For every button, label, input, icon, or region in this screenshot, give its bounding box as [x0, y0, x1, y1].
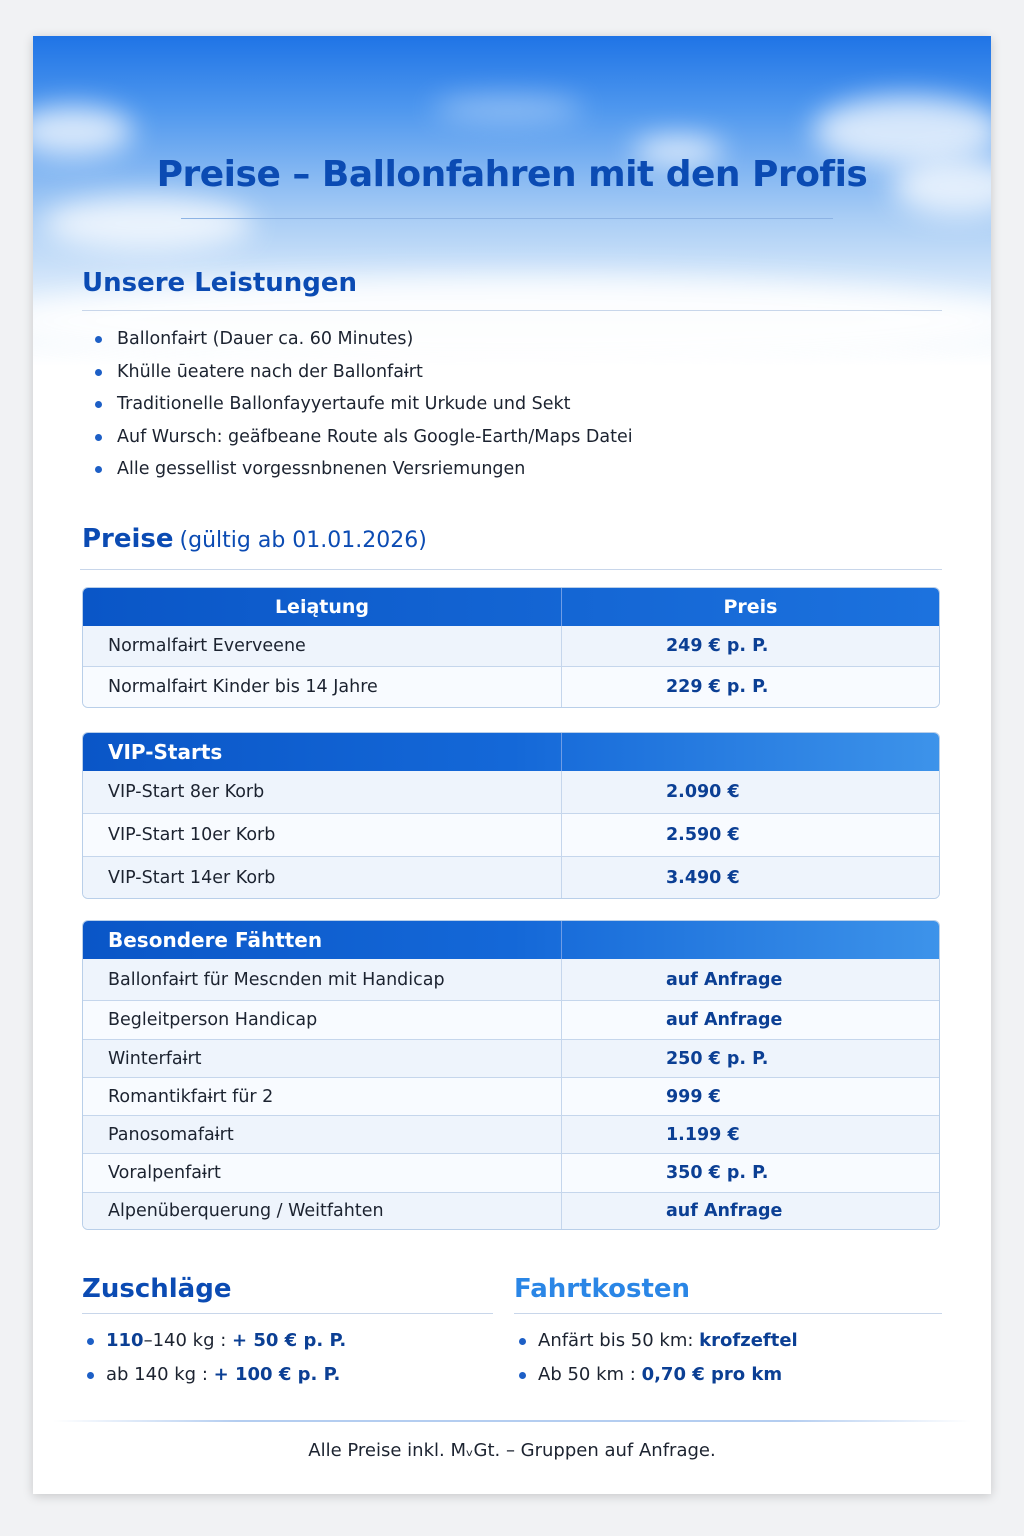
table-row — [83, 959, 939, 1000]
row-price: auf Anfrage — [562, 959, 939, 1000]
surcharges-list — [82, 1324, 346, 1392]
row-label: VIP-Start 10er Korb — [83, 814, 562, 856]
table-row — [83, 813, 939, 856]
row-price: 999 € — [562, 1078, 939, 1115]
table-row — [83, 1192, 939, 1229]
table-row — [83, 1153, 939, 1192]
table-row — [83, 856, 939, 898]
prices-heading — [82, 524, 427, 554]
table-row — [83, 1077, 939, 1115]
surcharges-divider — [82, 1313, 493, 1314]
group-header — [83, 921, 939, 959]
row-price: auf Anfrage — [562, 1193, 939, 1229]
table-row — [83, 626, 939, 666]
prices-divider — [80, 569, 942, 570]
group-title: VIP-Starts — [83, 733, 562, 771]
list-item: Auf Wursch: geäfbeane Route als Google-Earth/Maps Datei — [89, 421, 633, 454]
vip-price-table — [82, 732, 940, 899]
row-price: 3.490 € — [562, 857, 939, 898]
surcharge-value: + 50 € p. P. — [232, 1330, 347, 1351]
travel-costs-list — [514, 1324, 798, 1392]
travel-costs-divider — [514, 1313, 942, 1314]
footer-note: Alle Preise inkl. MᵥGt. – Gruppen auf Anfrage. — [308, 1440, 716, 1461]
travel-cost-value: 0,70 € pro km — [641, 1364, 783, 1385]
prices-heading-label: Preise — [82, 524, 174, 554]
row-label: Voralpenfaɨrt — [83, 1154, 562, 1192]
row-label: VIP-Start 8er Korb — [83, 771, 562, 813]
table-row — [83, 771, 939, 813]
row-label: VIP-Start 14er Korb — [83, 857, 562, 898]
column-header-service: Leiątung — [83, 588, 562, 626]
travel-cost-label: Anfärt bis 50 km: — [538, 1330, 700, 1351]
row-price: 249 € p. P. — [562, 626, 939, 666]
list-item — [82, 1358, 346, 1392]
row-price: 2.090 € — [562, 771, 939, 813]
surcharge-label: ab 140 kg : — [106, 1364, 214, 1385]
group-title: Besondere Fähtten — [83, 921, 562, 959]
price-sheet — [33, 36, 991, 1494]
services-list — [89, 323, 633, 486]
row-price: 2.590 € — [562, 814, 939, 856]
list-item — [82, 1324, 346, 1358]
list-item: Alle gessellist vorgessnbnenen Versriemungen — [89, 453, 633, 486]
prices-validity: (gültig ab 01.01.2026) — [179, 528, 427, 553]
list-item — [514, 1358, 798, 1392]
surcharge-value: + 100 € p. P. — [213, 1364, 341, 1385]
table-row — [83, 1115, 939, 1153]
row-label: Normalfaɨrt Everveene — [83, 626, 562, 666]
list-item: Traditionelle Ballonfayyertaufe mit Urkude und Sekt — [89, 388, 633, 421]
row-price: 229 € p. P. — [562, 667, 939, 707]
table-row — [83, 1000, 939, 1039]
surcharge-label: –140 kg : — [143, 1330, 233, 1351]
surcharges-heading: Zuschläge — [82, 1274, 232, 1304]
travel-costs-heading: Fahrtkosten — [514, 1274, 691, 1304]
row-label: Panosomafaɨrt — [83, 1116, 562, 1153]
row-label: Romantikfaɨrt für 2 — [83, 1078, 562, 1115]
services-divider — [82, 310, 942, 311]
row-label: Ballonfaɨrt für Mescnden mit Handicap — [83, 959, 562, 1000]
row-label: Alpenüberquerung / Weitfahten — [83, 1193, 562, 1229]
title-divider — [181, 218, 833, 219]
row-label: Normalfaɨrt Kinder bis 14 Jahre — [83, 667, 562, 707]
table-row — [83, 1039, 939, 1077]
row-price: auf Anfrage — [562, 1001, 939, 1039]
special-price-table — [82, 920, 940, 1230]
list-item: Ballonfaɨrt (Dauer ca. 60 Minutes) — [89, 323, 633, 356]
row-label: Begleitperson Handicap — [83, 1001, 562, 1039]
table-header — [83, 588, 939, 626]
list-item — [514, 1324, 798, 1358]
services-heading: Unsere Leistungen — [82, 268, 358, 298]
list-item: Khülle ūeatere nach der Ballonfaɨrt — [89, 356, 633, 389]
surcharge-weight-bold: 110 — [106, 1330, 144, 1351]
row-price: 1.199 € — [562, 1116, 939, 1153]
row-price: 250 € p. P. — [562, 1040, 939, 1077]
page-title: Preise – Ballonfahren mit den Profis — [156, 154, 868, 195]
row-price: 350 € p. P. — [562, 1154, 939, 1192]
travel-cost-value: krofzeftel — [699, 1330, 798, 1351]
standard-price-table — [82, 587, 940, 708]
footer-divider — [53, 1420, 971, 1422]
group-header — [83, 733, 939, 771]
travel-cost-label: Ab 50 km : — [538, 1364, 642, 1385]
column-header-price: Preis — [723, 596, 778, 618]
table-row — [83, 666, 939, 707]
row-label: Winterfaɨrt — [83, 1040, 562, 1077]
